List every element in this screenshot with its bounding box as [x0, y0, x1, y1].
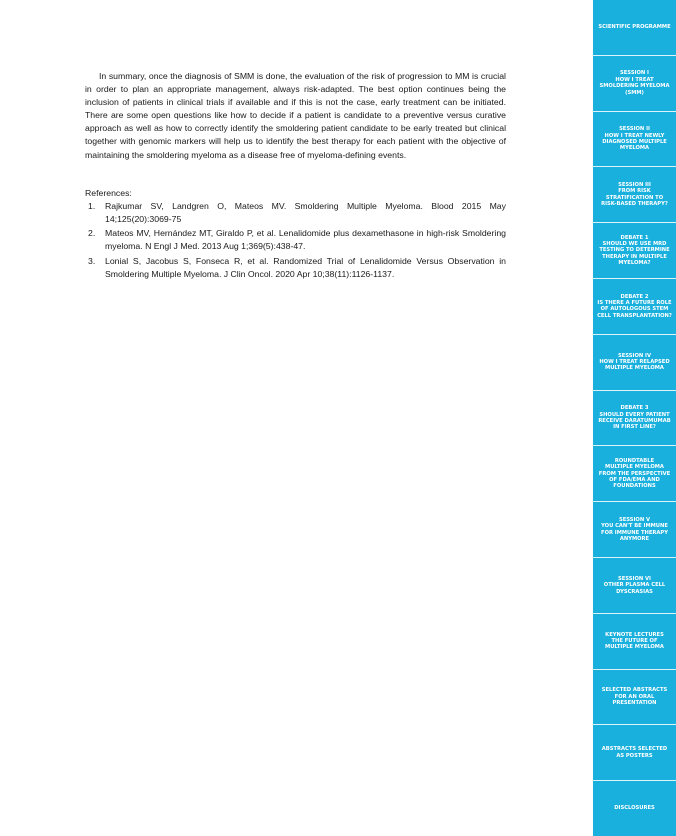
sidebar-item-session-1[interactable]: SESSION I HOW I TREAT SMOLDERING MYELOMA (SMM): [593, 56, 676, 112]
programme-sidebar: [593, 0, 676, 836]
document-body: [85, 70, 506, 283]
sidebar-item-abstracts-posters[interactable]: ABSTRACTS SELECTED AS POSTERS: [593, 725, 676, 781]
reference-item: [85, 255, 506, 281]
sidebar-item-session-6[interactable]: SESSION VI OTHER PLASMA CELL DYSCRASIAS: [593, 558, 676, 614]
sidebar-item-debate-2[interactable]: DEBATE 2 IS THERE A FUTURE ROLE OF AUTOLOGOUS STEM CELL TRANSPLANTATION?: [593, 279, 676, 335]
reference-item: [85, 227, 506, 253]
sidebar-item-session-3[interactable]: SESSION III FROM RISK STRATIFICATION TO RISK-BASED THERAPY?: [593, 167, 676, 223]
reference-number: 1.: [88, 200, 96, 211]
sidebar-item-scientific-programme[interactable]: SCIENTIFIC PROGRAMME: [593, 0, 676, 56]
reference-text: Mateos MV, Hernández MT, Giraldo P, et al. Lenalidomide plus dexamethasone in high-risk Smoldering myeloma. N Engl J Med. 2013 Aug 1;369(5):438-47.: [105, 228, 506, 252]
sidebar-item-debate-1[interactable]: DEBATE 1 SHOULD WE USE MRD TESTING TO DETERMINE THERAPY IN MULTIPLE MYELOMA?: [593, 223, 676, 279]
sidebar-item-roundtable[interactable]: ROUNDTABLE MULTIPLE MYELOMA FROM THE PERSPECTIVE OF FDA/EMA AND FOUNDATIONS: [593, 446, 676, 502]
sidebar-item-session-4[interactable]: SESSION IV HOW I TREAT RELAPSED MULTIPLE MYELOMA: [593, 335, 676, 391]
sidebar-item-session-2[interactable]: SESSION II HOW I TREAT NEWLY DIAGNOSED MULTIPLE MYELOMA: [593, 112, 676, 168]
reference-item: [85, 200, 506, 226]
sidebar-item-session-5[interactable]: SESSION V YOU CAN'T BE IMMUNE FOR IMMUNE THERAPY ANYMORE: [593, 502, 676, 558]
sidebar-item-selected-abstracts-oral[interactable]: SELECTED ABSTRACTS FOR AN ORAL PRESENTATION: [593, 670, 676, 726]
references-list: [85, 200, 506, 282]
sidebar-item-keynote-lectures[interactable]: KEYNOTE LECTURES THE FUTURE OF MULTIPLE MYELOMA: [593, 614, 676, 670]
sidebar-item-disclosures[interactable]: DISCLOSURES: [614, 805, 655, 812]
reference-number: 3.: [88, 256, 96, 267]
sidebar-item-debate-3[interactable]: DEBATE 3 SHOULD EVERY PATIENT RECEIVE DARATUMUMAB IN FIRST LINE?: [593, 391, 676, 447]
reference-text: Rajkumar SV, Landgren O, Mateos MV. Smoldering Multiple Myeloma. Blood 2015 May 14;125(20):3069-75: [105, 200, 506, 224]
summary-paragraph: In summary, once the diagnosis of SMM is done, the evaluation of the risk of progression to MM is crucial in order to plan an appropriate management, always risk-adapted. The best option continues being the inclusion of patients in clinical trials if available and if this is not the case, early treatment can be initiated. There are some open questions like how to decide if a patient is candidate to a preventive versus curative approach as well as how to correctly identify the smoldering patient candidate to be early treated but clinical together with genomic markers will help us to identify the best therapy for each patient with the objective of maintaining the smoldering myeloma as a disease free of myeloma-defining events.: [85, 71, 506, 160]
reference-text: Lonial S, Jacobus S, Fonseca R, et al. Randomized Trial of Lenalidomide Versus Observation in Smoldering Multiple Myeloma. J Clin Oncol. 2020 Apr 10;38(11):1126-1137.: [105, 256, 506, 280]
references-heading: References:: [85, 187, 132, 198]
reference-number: 2.: [88, 228, 96, 239]
